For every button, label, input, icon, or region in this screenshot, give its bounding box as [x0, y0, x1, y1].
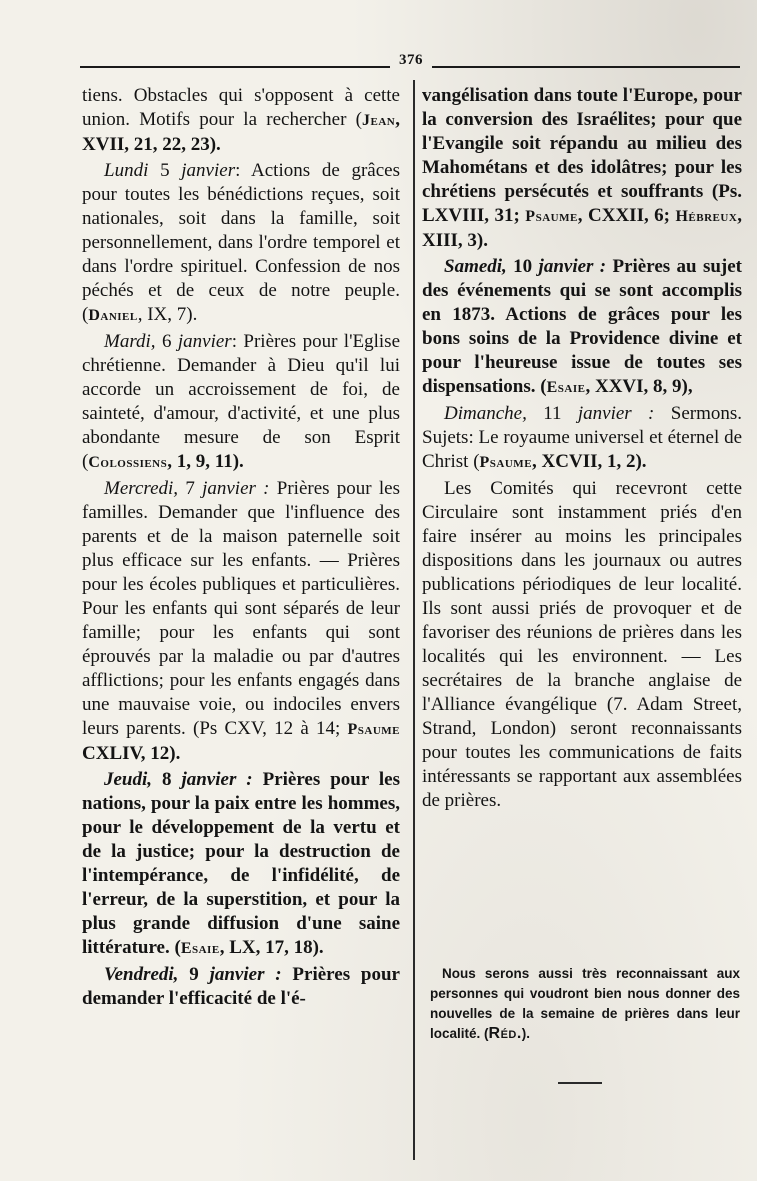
page-header [80, 52, 740, 72]
closing-rule [558, 1082, 602, 1084]
paragraph-lundi: Lundi 5 janvier: Actions de grâces pour toutes les bénédictions reçues, soit nationales, soit dans la famille, soit personnellement, dans l'ordre temporel et dans l'ordre spirituel. Confession de nos péchés et de ceux de notre peuple. (Daniel, IX, 7). [82, 160, 400, 325]
paragraph-comites: Les Comités qui recevront cette Circulaire sont instamment priés d'en faire insérer au moins les principales dispositions dans les journaux ou autres publications périodiques de leur localité. Ils sont aussi priés de provoquer et de favoriser des réunions de prières dans les localités qui les environnent. — Les secrétaires de la branche anglaise de l'Alliance évangélique (7. Adam Street, Strand, London) seront reconnaissants pour toutes les communications de faits intéressants se rapportant aux assemblées de prières. [422, 478, 742, 811]
column-divider [413, 80, 415, 1160]
page-number: 376 [399, 52, 423, 68]
editor-note: Nous serons aussi très reconnaissant aux personnes qui voudront bien nous donner des nouvelles de la semaine de prières dans leur localité. (Réd.). [430, 966, 740, 1042]
editor-signature: Réd. [488, 1025, 522, 1042]
paragraph-jeudi: Jeudi, 8 janvier : Prières pour les nations, pour la paix entre les hommes, pour le développement de la vertu et de la justice; pour la destruction de l'intempérance, de l'infidélité, de l'erreur, de la superstition, et pour la plus grande diffusion d'une saine littérature. (Esaie, LX, 17, 18). [82, 769, 400, 958]
header-rule-right [432, 66, 740, 68]
paragraph-intro-continuation: tiens. Obstacles qui s'opposent à cette union. Motifs pour la rechercher (Jean, XVII, 21, 22, 23). [82, 85, 400, 155]
paragraph-mardi: Mardi, 6 janvier: Prières pour l'Eglise chrétienne. Demander à Dieu qu'il lui accorde un accroissement de foi, de sainteté, d'amour, d'activité, et une plus abondante mesure de son Esprit (Colossiens, 1, 9, 11). [82, 331, 400, 472]
header-rule-left [80, 66, 390, 68]
paragraph-mercredi: Mercredi, 7 janvier : Prières pour les familles. Demander que l'influence des parents et de la maison paternelle soit plus efficace sur les enfants. — Prières pour les écoles publiques et particulières. Pour les enfants qui sont séparés de leur famille; pour les enfants qui sont éprouvés par la maladie ou par d'autres afflictions; pour les enfants engagés dans une mauvaise voie, ou indociles envers leurs parents. (Ps CXV, 12 à 14; Psaume CXLIV, 12). [82, 478, 400, 764]
paragraph-vendredi-continuation: vangélisation dans toute l'Europe, pour la conversion des Israélites; pour que l'Evangile soit répandu au milieu des Mahométans et des idolâtres; pour les chrétiens persécutés et souffrants (Ps. LXVIII, 31; Psaume, CXXII, 6; Hébreux, XIII, 3). [422, 85, 743, 251]
paragraph-vendredi: Vendredi, 9 janvier : Prières pour demander l'efficacité de l'é- [82, 964, 400, 1009]
paragraph-samedi: Samedi, 10 janvier : Prières au sujet des événements qui se sont accomplis en 1873. Actions de grâces pour les bons soins de la Providence divine et pour l'heureuse issue de toutes ses dispensations. (Esaie, XXVI, 8, 9), [422, 256, 742, 397]
right-column [422, 84, 742, 813]
paragraph-dimanche: Dimanche, 11 janvier : Sermons. Sujets: Le royaume universel et éternel de Christ (Psaume, XCVII, 1, 2). [422, 403, 743, 472]
left-column [82, 84, 400, 1011]
